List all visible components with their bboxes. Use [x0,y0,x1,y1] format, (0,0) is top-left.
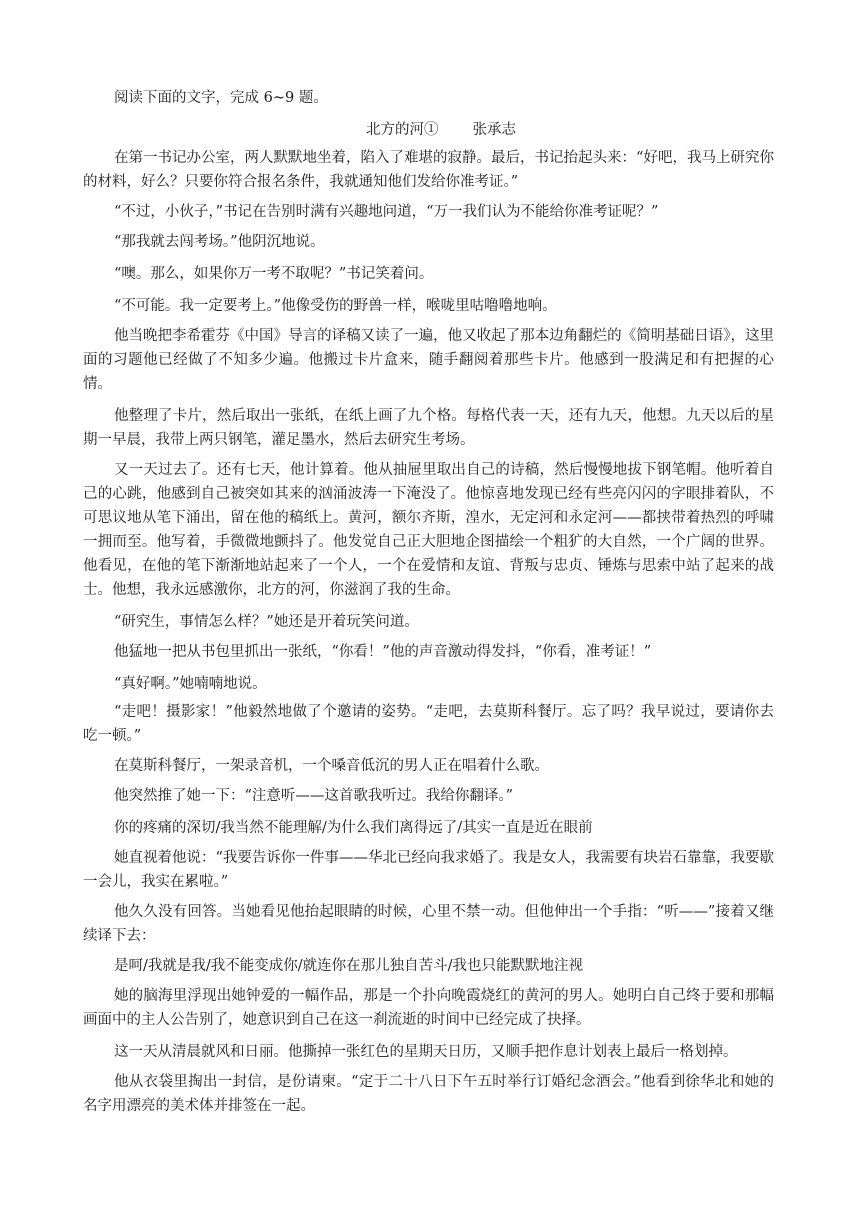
paragraph: 又一天过去了。还有七天，他计算着。他从抽屉里取出自己的诗稿，然后慢慢地拔下钢笔帽。他听着自己的心跳，他感到自己被突如其来的汹涌波涛一下淹没了。他惊喜地发现已经有些亮闪闪的字眼排着队，不可思议地从笔下涌出，留在他的稿纸上。黄河，额尔齐斯，湟水，无定河和永定河——都挟带着热烈的呼啸一拥而至。他写着，手微微地颤抖了。他发觉自己正大胆地企图描绘一个粗犷的大自然，一个广阔的世界。他看见，在他的笔下渐渐地站起来了一个人，一个在爱情和友谊、背叛与忠贞、锤炼与思索中站了起来的战士。他想，我永远感激你，北方的河，你滋润了我的生命。 [83,462,774,598]
paragraph: 他从衣袋里掏出一封信，是份请柬。“定于二十八日下午五时举行订婚纪念酒会。”他看到徐华北和她的名字用漂亮的美术体并排签在一起。 [83,1074,774,1114]
paragraph: “噢。那么，如果你万一考不取呢？”书记笑着问。 [114,266,434,282]
paragraph: “真好啊。”她喃喃地说。 [114,676,267,692]
article-title: 北方的河① [366,122,439,138]
paragraph: “不过，小伙子，”书记在告别时满有兴趣地问道，“万一我们认为不能给你准考证呢？” [114,204,659,220]
song-lyric: 你的疼痛的深切/我当然不能理解/为什么我们离得远了/其实一直是近在眼前 [114,820,593,836]
paragraph: 他猛地一把从书包里抓出一张纸，“你看！”他的声音激动得发抖，“你看，准考证！” [114,644,652,660]
paragraph: 她的脑海里浮现出她钟爱的一幅作品，那是一个扑向晚霞烧红的黄河的男人。她明白自己终于要和那幅画面中的主人公告别了，她意识到自己在这一刹流逝的时间中已经完成了抉择。 [83,988,774,1028]
paragraph: “研究生，事情怎么样？”她还是开着玩笑问道。 [114,614,419,630]
paragraph: “那我就去闯考场。”他阴沉地说。 [114,234,325,250]
paragraph: 他整理了卡片，然后取出一张纸，在纸上画了九个格。每格代表一天，还有九天，他想。九天以后的星期一早晨，我带上两只钢笔，灌足墨水，然后去研究生考场。 [83,408,774,448]
song-lyric: 是呵/我就是我/我不能变成你/就连你在那儿独自苦斗/我也只能默默地注视 [114,958,584,974]
paragraph: 他突然推了她一下：“注意听——这首歌我听过。我给你翻译。” [114,788,514,804]
paragraph: 在莫斯科餐厅，一架录音机，一个嗓音低沉的男人正在唱着什么歌。 [114,758,549,774]
paragraph: “走吧！摄影家！”他毅然地做了个邀请的姿势。“走吧，去莫斯科餐厅。忘了吗？我早说过，要请你去吃一顿。” [83,704,774,744]
article-author: 张承志 [472,122,516,138]
paragraph: 他久久没有回答。当她看见他抬起眼睛的时候，心里不禁一动。但他伸出一个手指：“听——”接着又继续译下去： [83,904,774,944]
article-title-line [366,118,516,139]
reading-instruction: 阅读下面的文字，完成 6~9 题。 [114,90,328,106]
paragraph: 她直视着他说：“我要告诉你一件事——华北已经向我求婚了。我是女人，我需要有块岩石靠靠，我要歇一会儿，我实在累啦。” [83,850,774,890]
paragraph: 他当晚把李希霍芬《中国》导言的译稿又读了一遍，他又收起了那本边角翻烂的《简明基础日语》，这里面的习题他已经做了不知多少遍。他搬过卡片盒来，随手翻阅着那些卡片。他感到一股满足和有把握的心情。 [83,328,774,392]
paragraph: “不可能。我一定要考上。”他像受伤的野兽一样，喉咙里咕噜噜地响。 [114,298,557,314]
paragraph: 在第一书记办公室，两人默默地坐着，陷入了难堪的寂静。最后，书记抬起头来：“好吧，我马上研究你的材料，好么？只要你符合报名条件，我就通知他们发给你准考证。” [83,150,774,190]
paragraph: 这一天从清晨就风和日丽。他撕掉一张红色的星期天日历，又顺手把作息计划表上最后一格划掉。 [114,1044,738,1060]
